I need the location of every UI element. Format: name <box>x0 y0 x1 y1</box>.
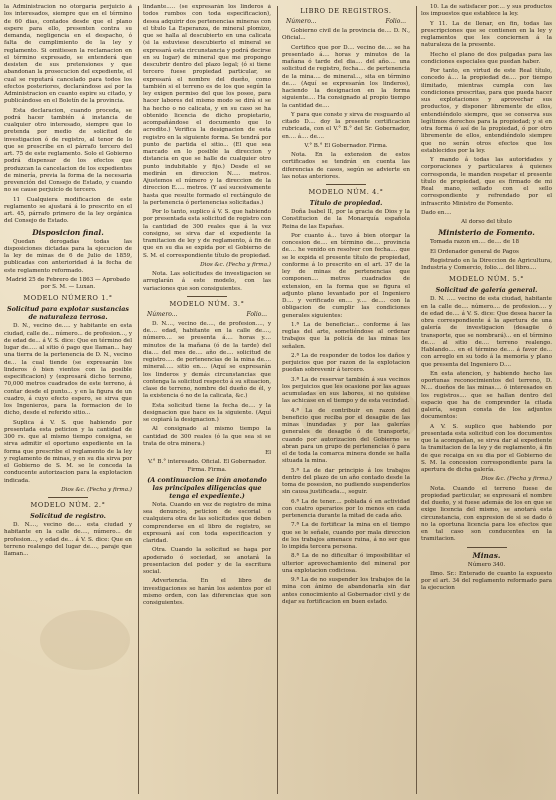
paragraph: Dado en.... <box>421 209 452 216</box>
signature-line: Dios &c. (Fecha y firma.) <box>481 476 552 483</box>
paragraph: Y 11. La de llenar, en fin, todas las prescripciones que se contienen en la ley y reglamentos que les conciernen á la naturaleza de la presente. <box>421 20 552 49</box>
model-heading: MODELO NÚMERO 1.° <box>23 294 113 303</box>
paragraph: Gobierno civil de la provincia de.... D. N., Oficial... <box>282 28 410 42</box>
paragraph: Doña Isabel II, por la gracia de Dios y la Constitucion de la Monarquía española Reina de las Españas. <box>282 209 410 230</box>
paragraph: D. N. ..... vecino de esta ciudad, habitante en la calle de.... número.... de profesion.... y de edad de.... á V. S. dice: Que desea hacer la obra correspondiente á la apertura de una galería de investigacion (desagüe ó transporte, que se nombrará)... en el término de.... al sitio de.... terreno realengo. Hablando.... en el término de.... á favor de... con arreglo en su todo á la memoria y plano que presenta del Ingeniero D.... <box>421 296 552 368</box>
paragraph: la Administracion no otorgaría perjuicio á los interesados, siempre que en el término de 60 dias, contados desde que el plano espere para ello, presenten contra su demanda, negligencia en el despacho, ó falta de cumplimiento de la ley y reglamento. Si omitiesen la reclamacion en el término expresado, se entenderá que desisten de sus pretensiones y que abandonan la prosecucion del expediente, el cual se reputará cancelado para todos los efectos posteriores, declarándose así por la Administracion en cuanto espire su citado, y publicándose en el Boletín de la provincia. <box>4 4 132 105</box>
signature-line: V.° B.° interesado. Oficial. El Gobernador. Firma. Firma. <box>147 459 267 473</box>
paragraph: D. N...., vecino de...., de profesion...., y de.... edad, habitante en la calle de...., número.... se presenta á.... horas y.... minutos de la mañana (ó de la tarde) del dia.... del mes de.... año de.... solicitud de registro..... de pertenencias de la mina de.... mineral..... sitio en.... (Aquí se expresarán los linderos y demás circunstancias que contenga la solicitud respecto á su situacion, clase de terreno, nombre del dueño de él, y la existencia ó no de la calicata, &c.) <box>143 320 271 400</box>
column-4 <box>421 4 552 796</box>
paragraph: 9.ª La de no suspender los trabajos de la mina con ánimo de abandonarla sin dar antes conocimiento al Gobernador civil y de dejar su fortificacion en buen estado. <box>282 577 410 605</box>
paragraph: Tomada razon en.... de.... de 18 <box>430 239 520 246</box>
order-number: Número 340. <box>467 561 506 568</box>
number-folio-row <box>143 311 271 318</box>
model-title: Título de propiedad. <box>309 199 383 207</box>
number-label: Número... <box>286 18 317 25</box>
model-heading: MODELO NÚM. 3.° <box>169 299 245 308</box>
paragraph: Por lo tanto, suplico á V. S. que habiendo por presentada esta solicitud de registro con la cantidad de 300 reales que á la vez consigno, se sirva dar el expediente la tramitacion de ley y de reglamento, á fin de que en su dia se expida por el Gobierno de S. M. el correspondiente título de propiedad. <box>143 209 271 259</box>
paragraph: Esta declaracion, cuando proceda, se podrá hacer también á instancia de cualquier otro interesado, siempre que lo pretenda por medio de solicitud de investigacion ó de registro, al tenor de lo que se prescribe en el párrafo tercero del art. 75 de este reglamento. Solo el Gobierno podrá dispensar de los efectos que produzcan la cancelacion de los expedientes de minería, previa la forma de la necesaria prevención del Consejo de Estado, y cuando no se cause perjuicio de tercero. <box>4 107 132 194</box>
paragraph: El Ordenador general de Pagos <box>430 248 519 255</box>
column-1 <box>4 4 132 796</box>
paragraph: Y mando á todas las autoridades y corporaciones y particulares á quienes corresponda, le manden respetar el presente título de propiedad, que es firmado de mi Real mano, sellado con el sello correspondiente y refrendado por el infrascrito Ministro de Fomento. <box>421 157 552 207</box>
paragraph: 2.ª La de responder de todos los daños y perjuicios que por razon de la explotacion puedan sobrevenir á tercero. <box>282 352 410 374</box>
separator <box>467 547 507 548</box>
signature-label: El <box>265 450 271 456</box>
model-heading: MODELO NÚM. 5.° <box>449 275 524 284</box>
model-title: Solicitud para explotar sustancias de naturaleza terrosa. <box>6 305 130 322</box>
paragraph: 1.ª La de beneficiar... conforme á las reglas del arte, sometiéndose al ordenar trabajos que la policía de las minas les señalen. <box>282 321 410 350</box>
paragraph: Otra. Cuando la solicitud se haga por apoderado ó sociedad, se anotará la presentacion del poder y de la escritura social. <box>143 547 271 575</box>
paragraph: 7.ª La de fortificar la mina en el tiempo que se le señale, cuando por mala direccion de los trabajos amenace ruina, á no ser que lo impida tercera persona. <box>282 522 410 550</box>
caption: Al dorso del título <box>461 219 512 225</box>
paragraph: A V. S. suplico que habiendo por presentada esta solicitud con los documentos que la acompañan, se sirva dar al expediente la tramitacion de la ley y de reglamento, á fin de que recaiga en su dia por el Gobierno de S. M. la concesion correspondiente para la apertura de dicha galería. <box>421 423 552 473</box>
paragraph: 8.ª La de no dificultar ó imposibilitar el ulterior aprovechamiento del mineral por una explotacion codiciosa. <box>282 553 410 574</box>
paragraph: Suplica á V. S. que habiendo por presentada esta peticion y la cantidad de 300 rs. que al mismo tiempo consigna, se sirva admitir el oportuno expediente en la forma que prescribe el reglamento de la ley y reglamento de minas, y en su dia sirva por el Gobierno de S. M. se le conceda la conducente autorizacion para la explotacion indicada. <box>4 419 132 484</box>
folio-label: Folio... <box>385 18 406 25</box>
model-heading: LIBRO DE REGISTROS. <box>300 7 392 15</box>
column-2 <box>143 4 271 796</box>
separator <box>326 184 366 185</box>
paragraph: Por cuanto á... tuvo á bien otorgar la concesion de.... en término de.... provincia de.... he venido en resolver con fecha.... que se le expida el presente título de propiedad, conforme á lo prescrito en el art. 37 de la ley de minas de pertenencias que componen.... metros cuadrados de extension, en la forma que se figura el adjunto plano levantado por el Ingeniero D.... y verificado en.... y.... de.... con la obligacion de cumplir las condiciones generales siguientes: <box>282 232 410 319</box>
paragraph: Certifico que por D.... vecino de.... se ha presentado á.... horas y minutos de la mañana ó tarde del dia.... del año.... una solicitud de registro, fecha.... de pertenencia de la mina.... de mineral..., sita en término de.... (Aquí se expresarán los linderos), haciendo la designacion en la forma siguiente.... Ha consignado al propio tiempo la cantidad de.... <box>282 44 410 109</box>
separator <box>48 497 88 498</box>
section-heading: Ministerio de Fomento. <box>438 228 535 238</box>
separator <box>187 296 227 297</box>
signature-line: Madrid 25 de Febrero de 1863 — Aprobado por S. M. — Luxan. <box>6 276 130 290</box>
paragraph: D. N., vecino de..... y habitante en esta ciudad, calle de... número... de profesion..., y de edad de... á V. S. dice: Que en término del lugar de..... al sitio ó pago que llaman... hay una tierra de la pertenencia de D. N., vecino de... la cual tiende (se expresarán los linderos ó bien vientos con la posible especificacion) y (expresará dicho terreno, 70,000 metros cuadrados de este terreno, á contar desde el punto... y en la figura de un cuadro, á cuyo efecto espero, se sirva que los Ingenieros, para la formacion de lo dicho, desde el referido sitio... <box>4 323 132 417</box>
paragraph: Por tanto, en virtud de este Real título, concedo á.... la propiedad de.... por tiempo ilimitado, mientras cumpla con las condiciones prescritas, para que pueda hacer sus explotaciones y aprovechar sus productos, y disponer libremente de ellos, entendiéndolo siempre, que se conserva sus legítimos derechos para la propiedad; y si en otra forma ó así de la propiedad, ó por otro libremente de ellos, entendiéndolo siempre que no serán otros efectos que los establecidos por la ley. <box>421 68 552 154</box>
column-rule <box>277 6 278 794</box>
paragraph: Nota. Las solicitudes de investigacion se arreglarán á este modelo, con las variaciones que son consiguientes. <box>143 271 271 292</box>
paragraph: Advertencia. En el libro de investigaciones se harán los asientos por el mismo orden, con las diferencias que son consiguientes. <box>143 578 271 606</box>
signature-line: Dios &c. (Fecha y firma.) <box>61 486 132 493</box>
paragraph: D. N...., vecino de.... esta ciudad y habitante en la calle de...., número... de profesion..., y edad de... á V. S. dice: Que en terreno realengo del lugar de...., paraje que llaman... <box>4 522 132 557</box>
section-heading: Minas. <box>472 550 501 560</box>
paragraph: lindante..... (se expresarán los linderos á todos rumbos con toda especificacion), desea adquirir dos pertenencias mineras con el título La Esperanza, de mineral plomizo, que se halla al descubierto en una calicata (si la estuviese descubierto el mineral se expresará esta circunstancia y podrá decirse en su lugar) de mineral que me propongo descubrir dentro del plazo legal; (ó si tiene tercero fuese propiedad particular, se expresará el nombre del dueño, como también si el terreno es de los que según la ley exigen permiso del que los posee, para hacer labores del mismo modo se dirá si se ha hecho o no calicata, y en su caso se ha obtenido licencia de dicho propietario, acompañándose el documento que lo acredite.) Verifica la designacion de esta registro en la siguiente forma. Se tendrá por punto de partida el sitio... (El que sea marcado en lo posible la direccion y distancia en que se halle de cualquier otro punto indubitable y fijo.) Desde el se medirán en direccion N..... metros. Ajustemos el número y la direccion de la direccion E..... metros. (Y así sucesivamente hasta que resulte formado el rectángulo de la pertenencia ó pertenencias solicitadas.) <box>143 4 271 206</box>
paragraph: Nota. En la extension de estos certificados se tendrán en cuenta las diferencias de casos, según se advierte en las notas anteriores. <box>282 152 410 180</box>
section-heading: Disposicion final. <box>32 227 104 237</box>
paragraph: Nota. Cuando el terreno fuese de propiedad particular, se expresará el nombre del dueño, y si fuese además de los en que se exige licencia del mismo, se anotará esta circunstancia, con expresion de si se dado ó no la oportuna licencia para los efectos que en tal caso son conducentes en la tramitacion. <box>421 485 552 543</box>
paragraph: Al consignado al mismo tiempo la cantidad de 300 reales (ó la que sea si se trata de otra minera.) <box>143 426 271 447</box>
signature-line: Dios &c. (Fecha y firma.) <box>200 261 271 268</box>
model-heading: MODELO NÚM. 4.° <box>308 188 384 196</box>
paragraph: 10. La de satisfacer por.... y sus productos los impuestos que establece la ley. <box>421 4 552 18</box>
paragraph: Esta solicitud tiene la fecha de.... y la designacion que hace es la siguiente. (Aquí se copiará la designacion.) <box>143 402 271 423</box>
paragraph: 3.ª La de reservar también á sus vecinos los perjuicios que les ocasione por las aguas acumuladas en sus labores, si no quisiese las achicase en el tiempo y de esta vecindad. <box>282 376 410 405</box>
paragraph: Ilmo. Sr.: Enterado de cuanto la expuesto por el art. 34 del reglamento reformado para la ejecucion <box>421 570 552 592</box>
advisory-heading: (A continuacion se irán anotando las principales diligencias que tenga el expediente.) <box>147 475 267 500</box>
paragraph: 5.ª La de dar principio á los trabajos dentro del plazo de un año contado desde la toma de posesion, no pudiendo suspenderlos sin causa justificada..., seguir. <box>282 467 410 496</box>
column-rule <box>138 6 139 794</box>
paragraph: 6.ª La de tener.... poblada ó en actividad con cuatro operarios por lo menos en cada pertenencia durante la mitad de cada año. <box>282 498 410 519</box>
number-folio-row <box>282 18 410 25</box>
model-title: Solicitud de registro. <box>30 512 106 520</box>
column-rule <box>416 6 417 794</box>
model-heading: MODELO NÚM. 2.° <box>30 501 106 509</box>
folio-label: Folio... <box>246 310 267 318</box>
paragraph: En esta atencion, y habiendo hecho las oportunas reconocimientos del terreno, D. N.... dueños de las minas.... ó interesados en los registros.... que se hallan dentro del espacio que ha de comprender la citada galería, segun consta de los adjuntos documentos: <box>421 370 552 421</box>
column-3 <box>282 4 410 796</box>
paragraph: 11 Cualquiera modificacion de este reglamento se ajustará á lo prescrito en el art. 45, párrafo primero de la ley orgánica del Consejo de Estado. <box>4 196 132 225</box>
paragraph: Hecho el plano de dos pulgadas para las condiciones especiales que puedan haber. <box>421 51 552 65</box>
paragraph: Y para que conste y sirva de resguardo al citado D.... doy la presente certificacion rubricada, con el V.° B.° del Sr. Gobernador, en.... á.... de.... <box>282 111 410 140</box>
number-label: Número... <box>147 310 178 318</box>
paragraph: 4.ª La de contribuir en razon del beneficio que reciba por el desagüe de las minas inundadas y por las galerías generales de desagüe ó de transporte, cuando por autorizacion del Gobierno se abran para un grupo de pertenencias ó para el de toda la comarca minera donde se halla situada la mina. <box>282 407 410 465</box>
paragraph: Registrado en la Direccion de Agricultura, Industria y Comercio, folio.... del libro.... <box>421 257 552 271</box>
model-title: Solicitud de galería general. <box>435 286 538 295</box>
paragraph: Quedan derogadas todas las disposiciones dictadas para la ejecucion de la ley de minas de 6 de Julio de 1859, publicadas con anterioridad á la fecha de este reglamento reformado. <box>4 238 132 274</box>
paragraph: Nota. Cuando en vez de registro de mina sea denuncio, peticion de escorial o cualquiera otra de las solicitudes que deben comprenderse en el libro de registro, se expresará así con toda especificacion y claridad. <box>143 501 271 544</box>
signature-line: V.° B.° El Gobernador. Firma. <box>304 142 388 149</box>
